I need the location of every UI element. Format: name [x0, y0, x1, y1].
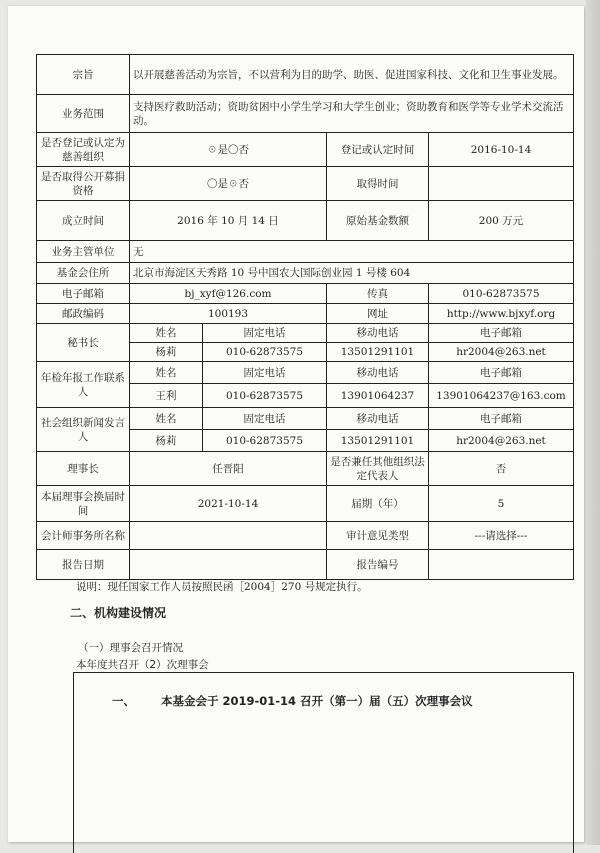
accounting-value[interactable]: [130, 522, 327, 550]
term-change-label: 本届理事会换届时间: [37, 486, 130, 522]
report-no-label: 报告编号: [327, 550, 429, 580]
concurrent-label: 是否兼任其他组织法定代表人: [327, 452, 429, 486]
col-name-header: 姓名: [130, 408, 203, 430]
col-name-header: 姓名: [130, 362, 203, 384]
col-email-header: 电子邮箱: [429, 362, 574, 384]
founded-value: 2016 年 10 月 14 日: [130, 201, 327, 241]
report-no-value[interactable]: [429, 550, 574, 580]
scope-label: 业务范围: [37, 95, 130, 133]
website-value: http://www.bjxyf.org: [429, 304, 574, 324]
report-date-label: 报告日期: [37, 550, 130, 580]
chairman-value: 任晋阳: [130, 452, 327, 486]
secretary-email: hr2004@263.net: [429, 343, 574, 362]
row-fundraise: [37, 167, 574, 201]
original-fund-value: 200 万元: [429, 201, 574, 241]
spokesperson-phone: 010-62873575: [203, 430, 327, 452]
col-mobile-header: 移动电话: [327, 362, 429, 384]
concurrent-value: 否: [429, 452, 574, 486]
annual-contact-name: 王利: [130, 384, 203, 408]
website-label: 网址: [327, 304, 429, 324]
annual-contact-mobile: 13901064237: [327, 384, 429, 408]
fax-value: 010-62873575: [429, 284, 574, 304]
scope-value: 支持医疗救助活动；资助贫困中小学生学习和大学生创业；资助教育和医学等专业学术交流活动。: [130, 95, 574, 133]
annual-contact-phone: 010-62873575: [203, 384, 327, 408]
charity-label: 是否登记或认定为慈善组织: [37, 133, 130, 167]
document-page: [8, 6, 584, 842]
spokesperson-label: 社会组织新闻发言人: [37, 408, 130, 452]
original-fund-label: 原始基金数额: [327, 201, 429, 241]
obtain-time-label: 取得时间: [327, 167, 429, 201]
charity-radio-group[interactable]: ☉是〇否: [130, 133, 327, 167]
reg-time-label: 登记或认定时间: [327, 133, 429, 167]
fundraise-label: 是否取得公开募捐资格: [37, 167, 130, 201]
purpose-value: 以开展慈善活动为宗旨，不以营利为目的助学、助医、促进国家科技、文化和卫生事业发展。: [130, 55, 574, 95]
term-change-value: 2021-10-14: [130, 486, 327, 522]
spokesperson-header-row: [37, 408, 574, 430]
report-date-value[interactable]: [130, 550, 327, 580]
meeting-count-line: 本年度共召开（2）次理事会: [76, 659, 209, 671]
row-purpose: [37, 55, 574, 95]
chairman-label: 理事长: [37, 452, 130, 486]
secretary-label: 秘书长: [37, 324, 130, 362]
address-label: 基金会住所: [37, 263, 130, 284]
annual-contact-header-row: [37, 362, 574, 384]
table-note: 说明：现任国家工作人员按照民函［2004］270 号规定执行。: [76, 581, 368, 593]
row-scope: [37, 95, 574, 133]
secretary-name: 杨莉: [130, 343, 203, 362]
section-title: 二、机构建设情况: [70, 606, 167, 620]
col-mobile-header: 移动电话: [327, 324, 429, 343]
row-founded: [37, 201, 574, 241]
col-phone-header: 固定电话: [203, 362, 327, 384]
row-accounting: [37, 522, 574, 550]
spokesperson-email: hr2004@263.net: [429, 430, 574, 452]
audit-type-label: 审计意见类型: [327, 522, 429, 550]
secretary-phone: 010-62873575: [203, 343, 327, 362]
annual-contact-label: 年检年报工作联系人: [37, 362, 130, 408]
spokesperson-mobile: 13501291101: [327, 430, 429, 452]
col-mobile-header: 移动电话: [327, 408, 429, 430]
meeting-line: [112, 693, 473, 709]
row-postcode: [37, 304, 574, 324]
supervisor-label: 业务主管单位: [37, 241, 130, 263]
email-value: bj_xyf@126.com: [130, 284, 327, 304]
supervisor-value: 无: [130, 241, 574, 263]
obtain-time-value[interactable]: [429, 167, 574, 201]
term-label: 届期（年）: [327, 486, 429, 522]
col-phone-header: 固定电话: [203, 408, 327, 430]
secretary-header-row: [37, 324, 574, 343]
fax-label: 传真: [327, 284, 429, 304]
postcode-value: 100193: [130, 304, 327, 324]
col-name-header: 姓名: [130, 324, 203, 343]
fundraise-radio-group[interactable]: 〇是☉否: [130, 167, 327, 201]
secretary-mobile: 13501291101: [327, 343, 429, 362]
row-email: [37, 284, 574, 304]
row-address: [37, 263, 574, 284]
annual-contact-email: 13901064237@163.com: [429, 384, 574, 408]
email-label: 电子邮箱: [37, 284, 130, 304]
audit-type-select[interactable]: ---请选择---: [429, 522, 574, 550]
meeting-text: 本基金会于 2019-01-14 召开（第一）届（五）次理事会议: [161, 694, 473, 708]
col-email-header: 电子邮箱: [429, 324, 574, 343]
meeting-box: [73, 672, 574, 853]
founded-label: 成立时间: [37, 201, 130, 241]
scan-edge: [586, 0, 600, 845]
meeting-number: 一、: [112, 694, 135, 708]
section-subtitle: （一）理事会召开情况: [78, 642, 183, 654]
row-supervisor: [37, 241, 574, 263]
accounting-label: 会计师事务所名称: [37, 522, 130, 550]
term-value: 5: [429, 486, 574, 522]
col-phone-header: 固定电话: [203, 324, 327, 343]
row-report: [37, 550, 574, 580]
address-value: 北京市海淀区天秀路 10 号中国农大国际创业园 1 号楼 604: [130, 263, 574, 284]
col-email-header: 电子邮箱: [429, 408, 574, 430]
foundation-info-table: [36, 54, 574, 580]
row-chairman: [37, 452, 574, 486]
postcode-label: 邮政编码: [37, 304, 130, 324]
row-term: [37, 486, 574, 522]
spokesperson-name: 杨莉: [130, 430, 203, 452]
row-charity: [37, 133, 574, 167]
reg-time-value[interactable]: 2016-10-14: [429, 133, 574, 167]
purpose-label: 宗旨: [37, 55, 130, 95]
